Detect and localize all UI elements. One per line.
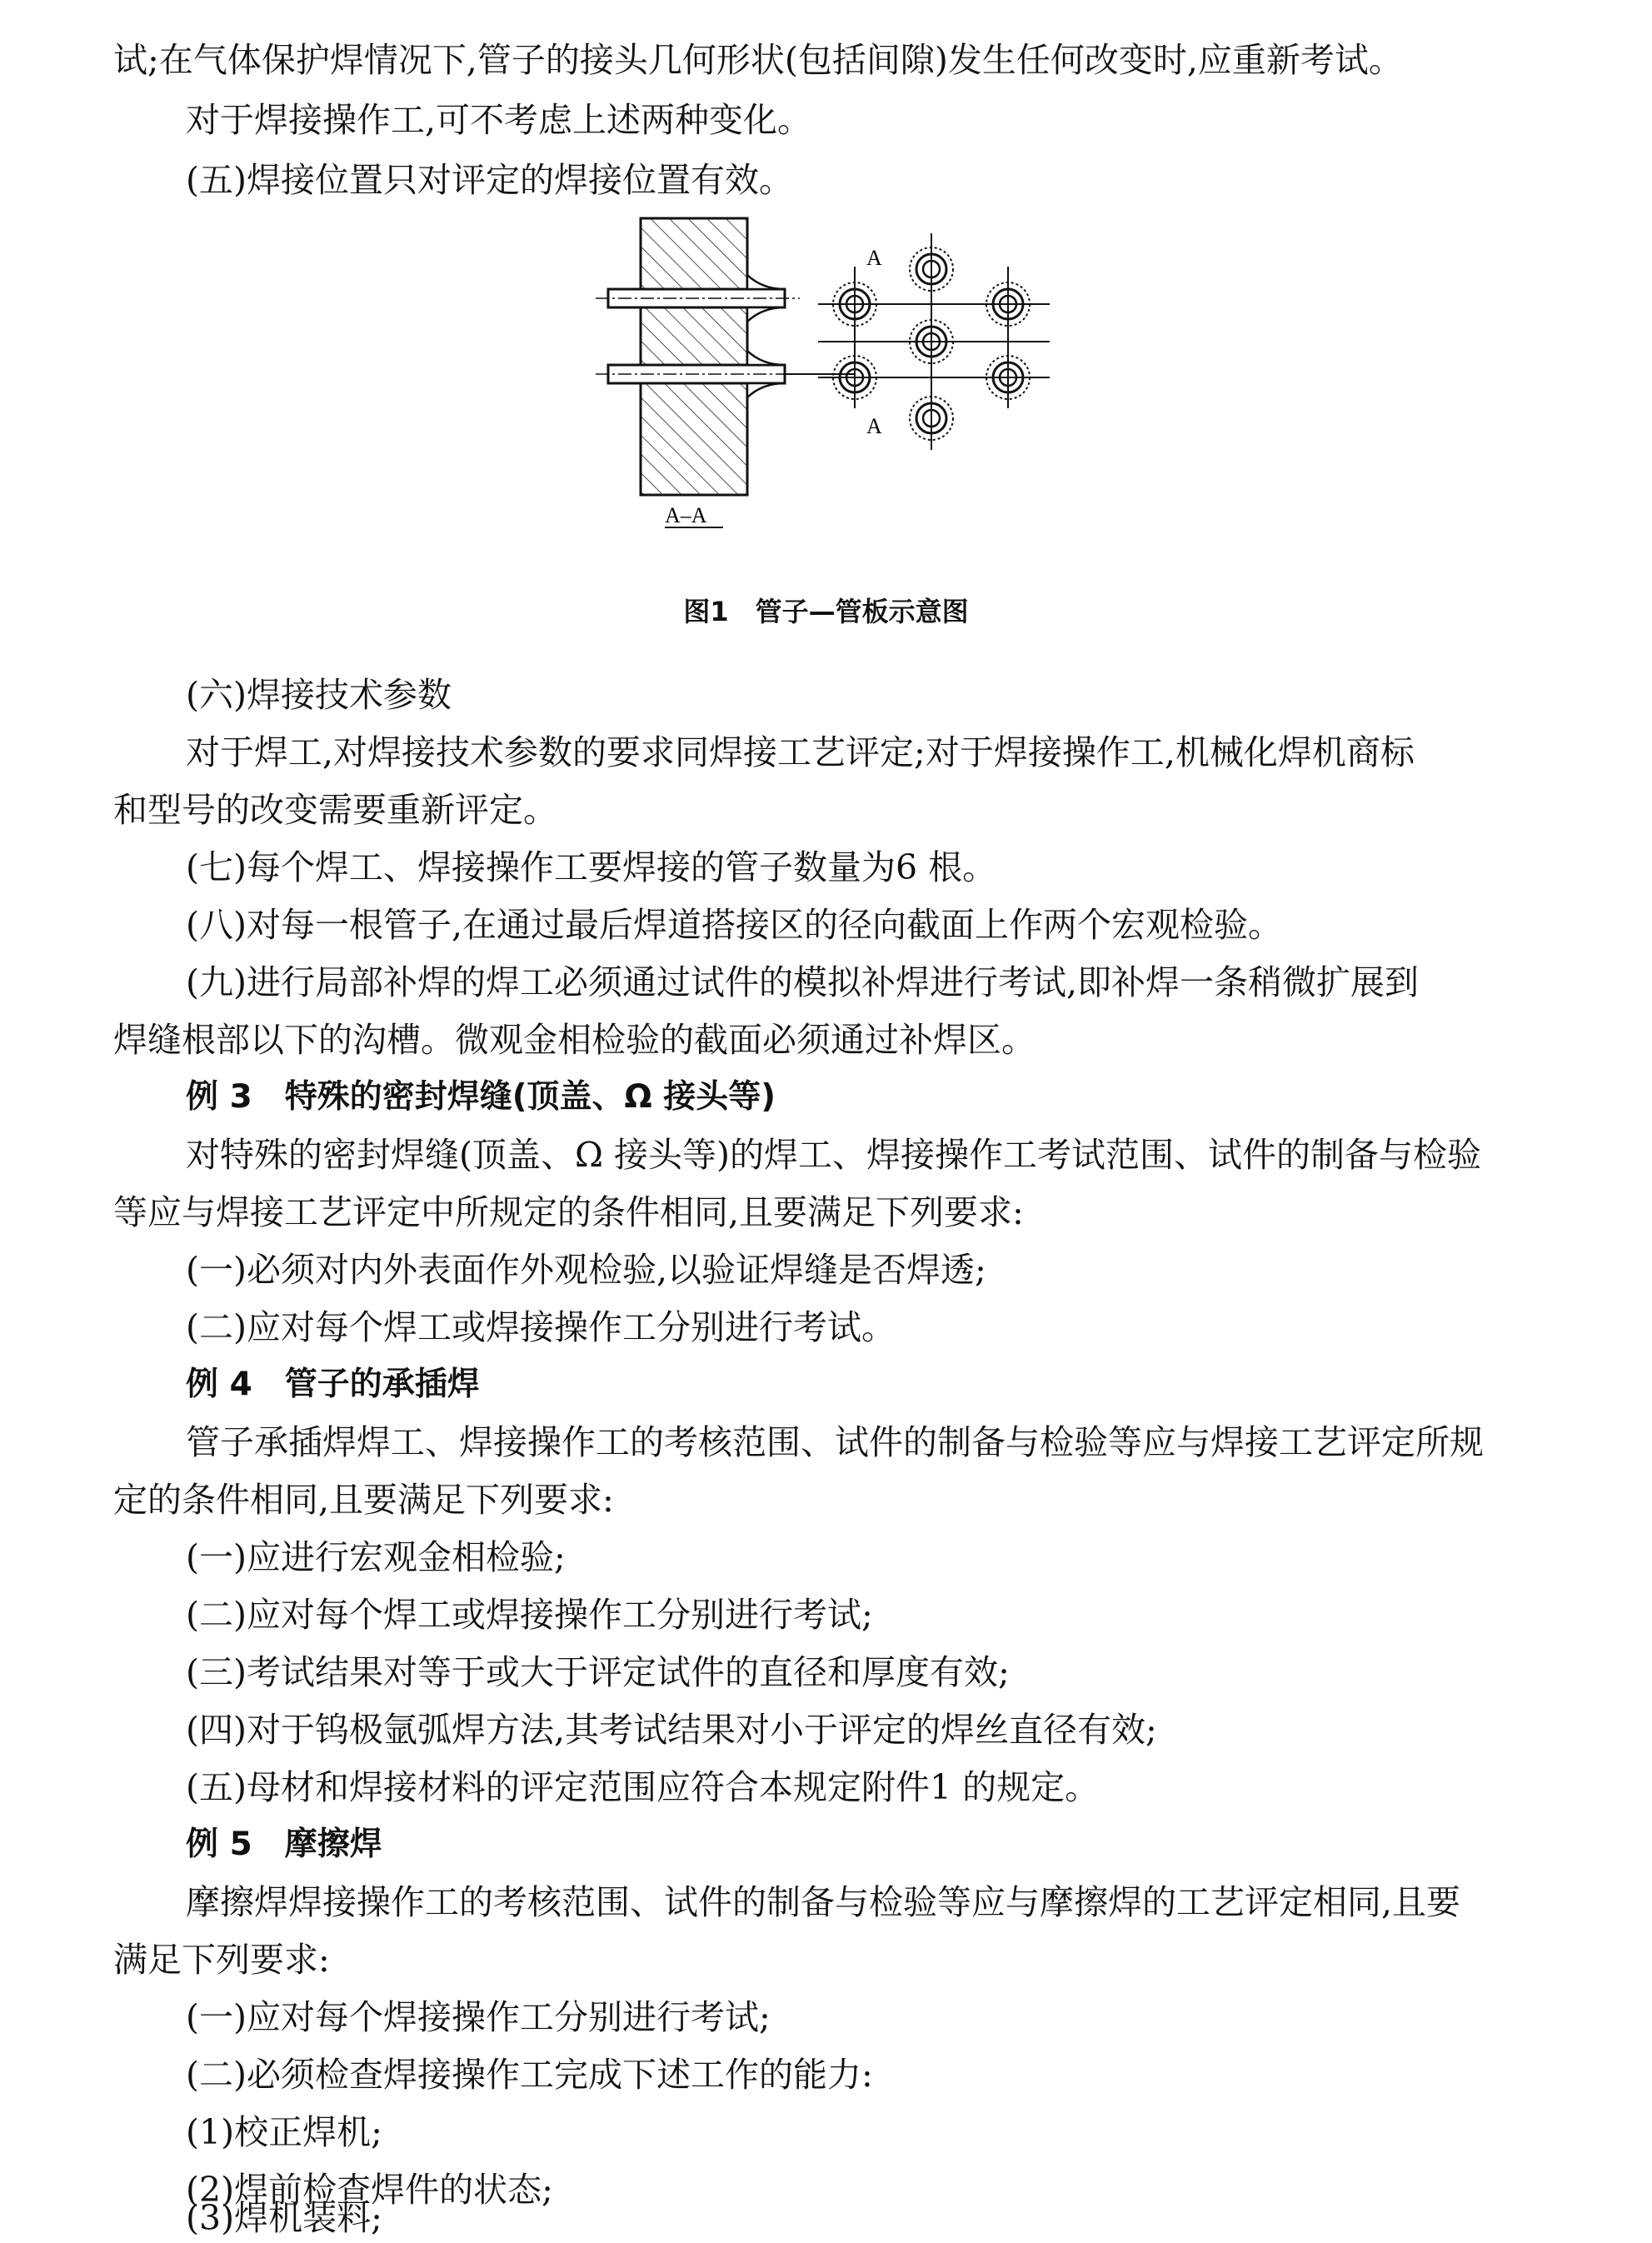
tube-sheet-section	[641, 218, 747, 495]
text-line: 对于焊接操作工,可不考虑上述两种变化。	[186, 100, 812, 140]
text-line: 摩擦焊焊接操作工的考核范围、试件的制备与检验等应与摩擦焊的工艺评定相同,且要	[186, 1882, 1461, 1922]
text-line: (一)应对每个焊接操作工分别进行考试;	[186, 1997, 771, 2037]
tube-lower	[596, 365, 812, 383]
text-line: (二)应对每个焊工或焊接操作工分别进行考试;	[186, 1595, 873, 1635]
tube-upper	[596, 289, 800, 307]
section-heading: 例 3 特殊的密封焊缝(顶盖、Ω 接头等)	[186, 1078, 776, 1116]
section-label: A–A	[665, 503, 707, 527]
text-line: (3)焊机装料;	[186, 2198, 382, 2238]
figure-caption: 图1 管子—管板示意图	[683, 596, 969, 627]
text-line: (七)每个焊工、焊接操作工要焊接的管子数量为6 根。	[186, 847, 997, 887]
text-line: 和型号的改变需要重新评定。	[113, 790, 557, 830]
text-line: (六)焊接技术参数	[186, 675, 452, 715]
text-line: (二)应对每个焊工或焊接操作工分别进行考试。	[186, 1307, 896, 1347]
text-line: (四)对于钨极氩弧焊方法,其考试结果对小于评定的焊丝直径有效;	[186, 1710, 1157, 1750]
text-line: (五)焊接位置只对评定的焊接位置有效。	[186, 160, 793, 200]
section-marker-bottom: A	[866, 414, 882, 438]
text-line: 等应与焊接工艺评定中所规定的条件相同,且要满足下列要求:	[113, 1192, 1024, 1232]
section-marker-top: A	[866, 246, 882, 270]
text-line: 管子承插焊焊工、焊接操作工的考核范围、试件的制备与检验等应与焊接工艺评定所规	[186, 1422, 1484, 1462]
text-line: 对于焊工,对焊接技术参数的要求同焊接工艺评定;对于焊接操作工,机械化焊机商标	[186, 732, 1415, 772]
text-line: 定的条件相同,且要满足下列要求:	[113, 1480, 614, 1520]
tube-grid	[818, 233, 1050, 450]
section-heading: 例 4 管子的承插焊	[186, 1366, 480, 1403]
text-line: (三)考试结果对等于或大于评定试件的直径和厚度有效;	[186, 1652, 1010, 1692]
tube-tubesheet-figure	[583, 208, 1083, 542]
text-line: (二)必须检查焊接操作工完成下述工作的能力:	[186, 2055, 873, 2095]
text-line: (2)焊前检查焊件的状态;	[186, 2170, 553, 2210]
text-line: (1)校正焊机;	[186, 2112, 382, 2152]
section-heading: 例 5 摩擦焊	[186, 1826, 382, 1863]
text-line: (一)必须对内外表面作外观检验,以验证焊缝是否焊透;	[186, 1250, 986, 1290]
text-line: (八)对每一根管子,在通过最后焊道搭接区的径向截面上作两个宏观检验。	[186, 905, 1283, 945]
text-line: 满足下列要求:	[113, 1940, 330, 1980]
text-line: 试;在气体保护焊情况下,管子的接头几何形状(包括间隙)发生任何改变时,应重新考试。	[113, 40, 1403, 80]
text-line: 焊缝根部以下的沟槽。微观金相检验的截面必须通过补焊区。	[113, 1020, 1036, 1060]
text-line: (九)进行局部补焊的焊工必须通过试件的模拟补焊进行考试,即补焊一条稍微扩展到	[186, 962, 1420, 1002]
text-line: 对特殊的密封焊缝(顶盖、Ω 接头等)的焊工、焊接操作工考试范围、试件的制备与检验	[186, 1135, 1482, 1175]
text-line: (五)母材和焊接材料的评定范围应符合本规定附件1 的规定。	[186, 1767, 1100, 1807]
text-line: (一)应进行宏观金相检验;	[186, 1537, 566, 1577]
